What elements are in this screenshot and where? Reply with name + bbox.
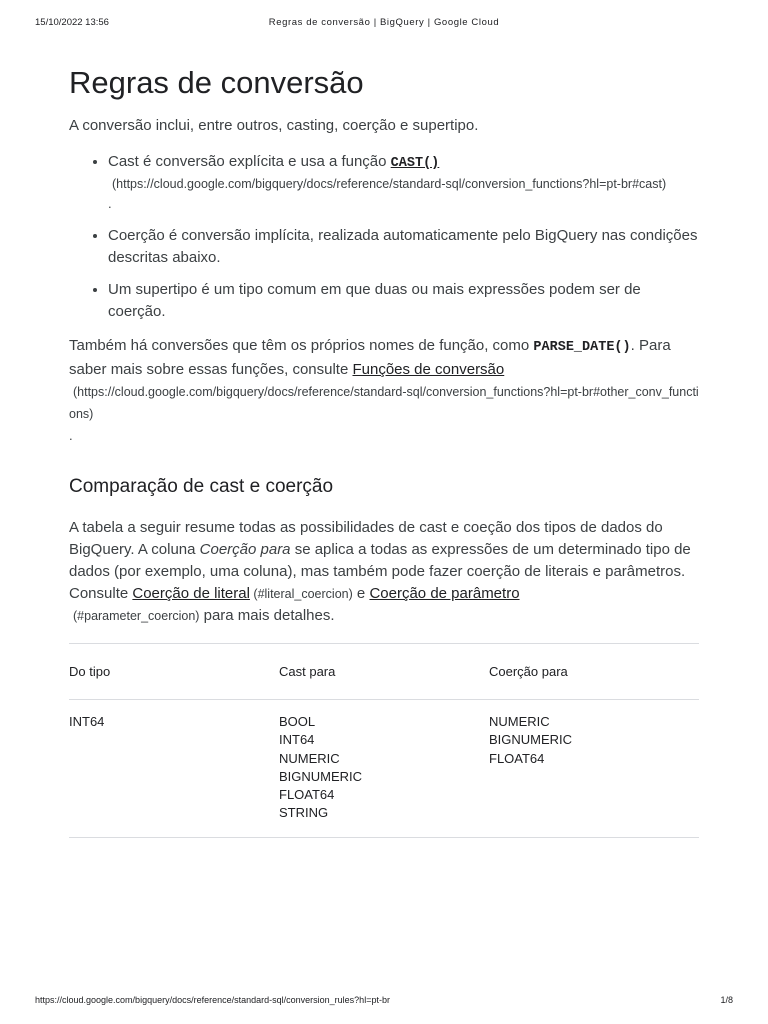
header-from-type: Do tipo [69,664,111,679]
cell-coerce-to [489,700,699,838]
cast-period: . [108,196,112,211]
cast-type: INT64 [279,732,315,748]
cast-type: FLOAT64 [279,787,335,803]
cast-type: BOOL [279,714,316,729]
literal-coercion-anchor: (#literal_coercion) [249,587,353,601]
conversion-table [69,643,699,838]
print-footer-url: https://cloud.google.com/bigquery/docs/reference/standard-sql/conversion_rules?hl=pt-br [35,995,390,1005]
list-item-coercion: • Coerção é conversão implícita, realizada automaticamente pelo BigQuery nas condições descritas abaixo. [108,225,699,269]
literal-coercion-link[interactable]: Coerção de literal [132,585,250,602]
bullet-list [69,151,699,323]
coercion-column-emphasis: Coerção para [199,541,291,558]
print-footer [35,995,733,1009]
cast-function-link[interactable]: CAST() [390,156,440,171]
print-page-title: Regras de conversão | BigQuery | Google Cloud [268,17,500,28]
cell-cast-to [279,700,489,838]
conversion-functions-url: (https://cloud.google.com/bigquery/docs/reference/standard-sql/conversion_functions?hl=pt-br#other_conv_functions) [69,385,699,421]
page-title: Regras de conversão [69,65,364,100]
header-coerce-to: Coerção para [489,664,568,679]
comparison-paragraph: A tabela a seguir resume todas as possibilidades de cast e coeção dos tipos de dados do BigQuery. A coluna Coerção para se aplica a todas as expressões de um determinado tipo de dados (por exemplo, uma coluna), mas também pode fazer coerção de literais e parâmetros. Consulte Coerção de literal (#literal_coercion) e Coerção de parâmetro (#parameter_coercion) para mais detalhes. [69,519,691,624]
header-cast-to: Cast para [279,664,336,679]
print-datetime: 15/10/2022 13:56 [35,17,109,28]
cast-type: STRING [279,805,329,821]
parse-date-code: PARSE_DATE() [533,340,631,355]
table-row [69,700,699,838]
coerce-type: NUMERIC [489,714,550,729]
cast-url: (https://cloud.google.com/bigquery/docs/reference/standard-sql/conversion_functions?hl=pt-br#cast) [112,177,667,191]
page-number: 1/8 [720,995,733,1005]
parameter-coercion-anchor: (#parameter_coercion) [73,609,200,623]
cast-text: Cast é conversão explícita e usa a função [108,153,391,170]
parameter-coercion-link[interactable]: Coerção de parâmetro [369,585,520,602]
list-item-cast [108,151,699,215]
cast-type: NUMERIC [279,750,340,766]
article-content [69,62,699,838]
conversion-functions-paragraph: Também há conversões que têm os próprios nomes de função, como PARSE_DATE(). Para saber mais sobre essas funções, consulte Funções de conversão (https://cloud.google.com/bigquery/docs/reference/standard-sql/conversion_functions?hl=pt-br#other_conv_functions) . [69,335,699,447]
intro-paragraph: A conversão inclui, entre outros, casting, coerção e supertipo. [69,117,479,134]
list-item-supertype: • Um supertipo é um tipo comum em que duas ou mais expressões podem ser de coerção. [108,279,699,323]
print-header [35,17,733,31]
conversion-functions-link[interactable]: Funções de conversão [352,361,505,378]
table-header-row [69,644,699,700]
coerce-type: FLOAT64 [489,750,545,766]
para2-period: . [69,428,73,443]
coerce-type: BIGNUMERIC [489,732,573,748]
cast-type: BIGNUMERIC [279,768,363,784]
section-title: Comparação de cast e coerção [69,476,334,497]
cell-from-type: INT64 [69,714,105,729]
